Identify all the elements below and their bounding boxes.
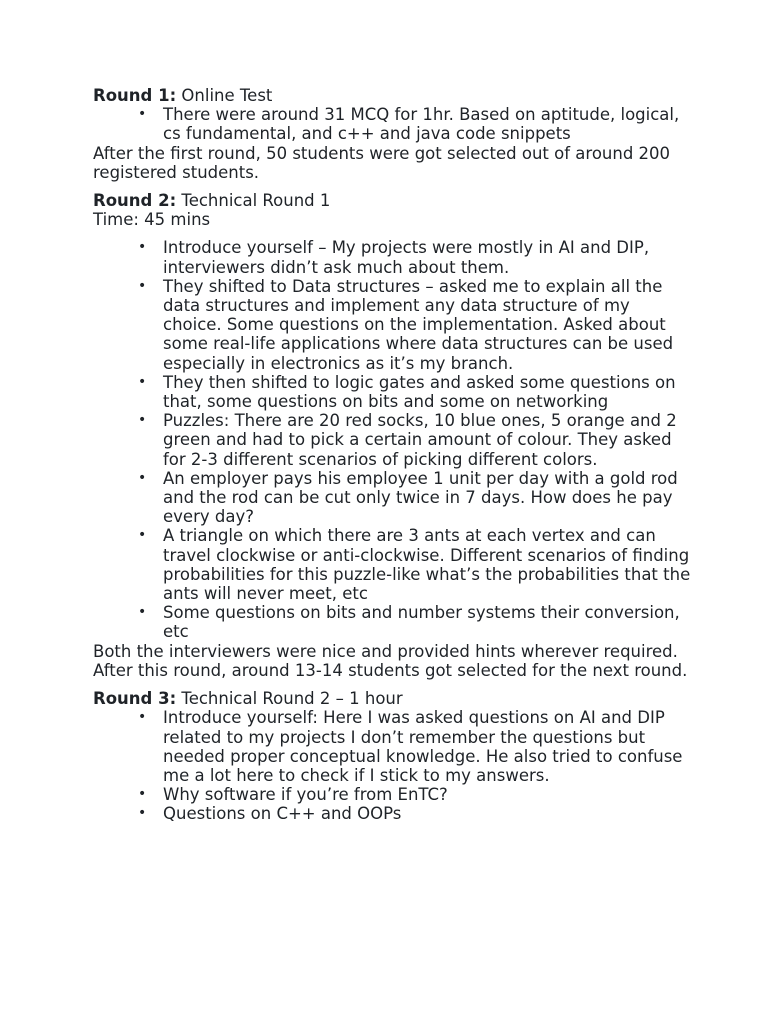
list-item-text: Questions on C++ and OOPs: [163, 804, 402, 824]
list-item: [93, 526, 693, 603]
round-2-label: Round 2:: [93, 191, 177, 211]
list-item: [93, 238, 693, 276]
list-item-text: Puzzles: There are 20 red socks, 10 blue ones, 5 orange and 2 green and had to pick a certain amount of colour. They asked for 2-3 different scenarios of picking different colors.: [163, 411, 677, 469]
round-3-label: Round 3:: [93, 689, 177, 709]
document-page: [93, 86, 693, 824]
list-item-text: An employer pays his employee 1 unit per day with a gold rod and the rod can be cut only twice in 7 days. How does he pay every day?: [163, 468, 678, 527]
list-item: [93, 804, 693, 823]
bullet-icon: •: [138, 239, 147, 256]
round-1-title: Online Test: [181, 86, 273, 105]
list-item-text: There were around 31 MCQ for 1hr. Based on aptitude, logical, cs fundamental, and c++ and java code snippets: [163, 105, 680, 144]
list-item: [93, 277, 693, 373]
round-1-section: [93, 86, 693, 182]
bullet-icon: •: [138, 373, 147, 390]
list-item-text: Why software if you’re from EnTC?: [163, 785, 448, 805]
bullet-icon: •: [138, 469, 147, 486]
bullet-icon: •: [138, 106, 147, 123]
list-item: [93, 603, 693, 641]
round-3-heading: [93, 689, 693, 708]
bullet-icon: •: [138, 604, 147, 621]
round-1-summary: After the first round, 50 students were got selected out of around 200 registered students.: [93, 143, 671, 182]
bullet-icon: •: [138, 805, 147, 822]
round-1-heading: [93, 86, 693, 105]
list-item: [93, 785, 693, 804]
bullet-icon: •: [138, 709, 147, 726]
list-item-text: Some questions on bits and number systems their conversion, etc: [163, 603, 680, 642]
round-2-title: Technical Round 1: [181, 191, 331, 211]
bullet-icon: •: [138, 786, 147, 803]
round-1-list: [93, 105, 693, 143]
list-item-text: Introduce yourself: Here I was asked questions on AI and DIP related to my projects I don’t remember the questions but needed proper conceptual knowledge. He also tried to confuse me a lot here to check if I stick to my answers.: [163, 708, 683, 785]
list-item: [93, 708, 693, 785]
round-2-list: [93, 238, 693, 641]
round-3-list: [93, 708, 693, 823]
list-item-text: They then shifted to logic gates and asked some questions on that, some questions on bits and some on networking: [163, 372, 676, 412]
round-3-section: [93, 689, 693, 823]
round-1-label: Round 1:: [93, 86, 177, 105]
round-3-title: Technical Round 2 – 1 hour: [181, 689, 403, 709]
bullet-icon: •: [138, 277, 147, 294]
list-item: [93, 469, 693, 527]
round-2-summary: Both the interviewers were nice and provided hints wherever required. After this round, around 13-14 students got selected for the next round.: [93, 641, 688, 680]
list-item: [93, 105, 693, 143]
bullet-icon: •: [138, 527, 147, 544]
bullet-icon: •: [138, 412, 147, 429]
list-item-text: They shifted to Data structures – asked me to explain all the data structures and implement any data structure of my choice. Some questions on the implementation. Asked about some real-life applications where data structures can be used especially in electronics as it’s my branch.: [163, 276, 674, 373]
list-item-text: Introduce yourself – My projects were mostly in AI and DIP, interviewers didn’t ask much about them.: [163, 238, 650, 277]
round-2-heading: [93, 191, 693, 210]
list-item-text: A triangle on which there are 3 ants at each vertex and can travel clockwise or anti-clockwise. Different scenarios of finding probabilities for this puzzle-like what’s the probabilities that the ants will never meet, etc: [163, 526, 691, 604]
list-item: [93, 373, 693, 411]
round-2-section: [93, 191, 693, 680]
list-item: [93, 411, 693, 469]
round-2-time: Time: 45 mins: [93, 210, 211, 230]
